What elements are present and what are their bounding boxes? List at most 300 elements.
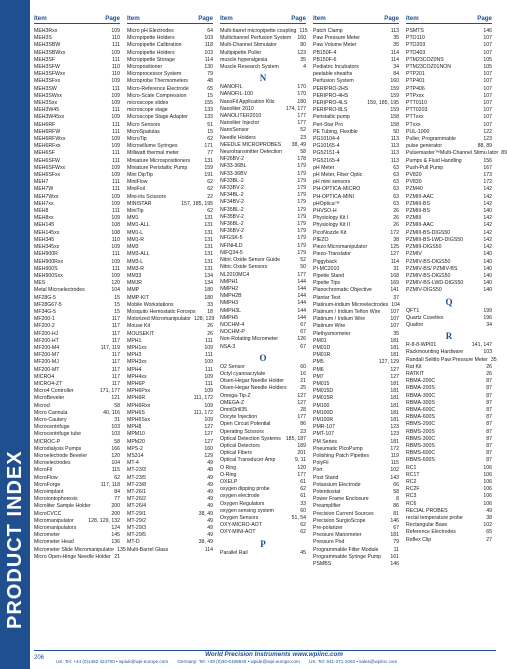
index-entry-name: Rackmounting Hardware bbox=[406, 349, 464, 356]
index-entry-page: 146 bbox=[483, 28, 492, 34]
index-entry bbox=[34, 403, 120, 410]
index-entry-name: Optical Fibers bbox=[220, 450, 252, 457]
index-entry-page: 58 bbox=[114, 438, 120, 445]
index-entry-name: NMPH3L bbox=[220, 307, 242, 314]
index-entry bbox=[406, 237, 492, 244]
index-entry bbox=[406, 364, 492, 371]
index-entry-page: 140 bbox=[483, 208, 492, 215]
index-entry bbox=[127, 172, 213, 179]
index-entry-name: MicroTip bbox=[127, 136, 147, 143]
index-entry bbox=[127, 287, 213, 294]
index-entry bbox=[313, 287, 399, 294]
index-entry bbox=[406, 501, 492, 508]
index-entry bbox=[406, 194, 492, 201]
index-entry bbox=[406, 86, 492, 93]
index-entry-name: NFINHLD bbox=[220, 242, 243, 249]
index-entry-page: 111 bbox=[112, 208, 120, 215]
index-entry bbox=[220, 192, 306, 199]
index-entry-page: 179 bbox=[297, 249, 306, 256]
index-entry bbox=[220, 515, 306, 522]
index-entry-page: 174, 177 bbox=[285, 105, 306, 112]
index-entry bbox=[220, 142, 306, 149]
index-entry-name: Microcentrifuge tube bbox=[34, 431, 81, 438]
index-entry-name: PHVSO-H bbox=[313, 208, 337, 215]
index-entry-page: 126 bbox=[297, 336, 306, 343]
index-entry-name: MM1-R bbox=[127, 236, 145, 243]
index-entry-page: 109 bbox=[111, 143, 120, 150]
index-entry bbox=[406, 100, 492, 107]
index-entry bbox=[313, 431, 399, 438]
index-entry bbox=[313, 107, 399, 114]
index-entry bbox=[34, 100, 120, 107]
index-entry-name: R-8-8-WPI01 bbox=[406, 342, 437, 349]
index-entry-page: 117 bbox=[111, 359, 120, 366]
column-header-page: Page bbox=[477, 15, 492, 22]
index-entry bbox=[220, 414, 306, 421]
index-entry bbox=[406, 529, 492, 536]
index-entry-name: Precision Current Sources bbox=[313, 510, 374, 517]
index-entry bbox=[406, 457, 492, 464]
index-entry-page: 125 bbox=[390, 244, 399, 251]
index-entry-name: NSA-3 bbox=[220, 343, 236, 350]
index-entry bbox=[313, 374, 399, 381]
index-entry-name: PM015 bbox=[313, 380, 330, 387]
index-entry bbox=[220, 450, 306, 457]
index-entry-page: 159 bbox=[390, 92, 399, 99]
index-entry-page: 102 bbox=[390, 467, 399, 474]
index-entry bbox=[34, 431, 120, 438]
index-entry-name: OXY-MICRO-AOT bbox=[220, 522, 262, 529]
index-entry-name: MF200-MJ bbox=[34, 359, 59, 366]
index-entry bbox=[127, 460, 213, 467]
index-entry-name: PMT-107 bbox=[313, 431, 335, 438]
index-entry-name: MPH8 bbox=[127, 424, 142, 431]
index-entry-name: Mobile Workstations bbox=[127, 301, 174, 308]
index-entry bbox=[34, 215, 120, 222]
index-entry-page: 113 bbox=[390, 150, 399, 157]
index-entry-page: 111, 172 bbox=[193, 409, 213, 416]
index-entry bbox=[406, 407, 492, 414]
index-entry-name: Oxygen Sensors bbox=[220, 515, 259, 521]
index-entry bbox=[127, 122, 213, 129]
index-entry-name: RC1 bbox=[406, 464, 417, 471]
index-entry bbox=[313, 302, 399, 309]
index-entry-name: Paw Volume Meter bbox=[313, 42, 357, 49]
index-entry-name: MEH6RFWxx bbox=[34, 136, 66, 143]
index-entry bbox=[34, 237, 120, 244]
index-entry-page: 173 bbox=[483, 172, 492, 179]
index-entry bbox=[313, 222, 399, 229]
index-entry bbox=[220, 329, 306, 336]
page-footer bbox=[34, 650, 496, 669]
index-entry-name: MPH3xx bbox=[127, 359, 147, 366]
index-entry bbox=[406, 436, 492, 443]
index-entry-name: RC6 bbox=[406, 500, 417, 507]
index-entry-page: 49 bbox=[207, 489, 213, 495]
index-entry-name: MEH6SFWxx bbox=[34, 164, 66, 171]
index-entry bbox=[406, 107, 492, 114]
index-entry-page: 122 bbox=[483, 128, 492, 135]
index-entry-name: PZMIII-BS-LWD-DIGS50 bbox=[406, 236, 463, 243]
index-entry-page: 171, 177 bbox=[99, 388, 120, 395]
index-entry bbox=[34, 136, 120, 143]
index-entry-page: 66 bbox=[393, 481, 399, 488]
index-entry bbox=[220, 199, 306, 206]
index-entry bbox=[127, 496, 213, 503]
index-entry-page: 179 bbox=[297, 228, 306, 235]
index-entry bbox=[127, 35, 213, 42]
index-entry-name: MT-4 bbox=[127, 460, 139, 467]
index-entry bbox=[34, 266, 120, 273]
index-entry bbox=[127, 194, 213, 201]
index-entry bbox=[220, 308, 306, 315]
index-entry-page: 110 bbox=[111, 64, 120, 71]
column-header bbox=[406, 15, 492, 24]
index-entry-page: 28 bbox=[300, 406, 306, 413]
index-entry-name: Planochromatic Objective bbox=[313, 287, 372, 294]
index-entry bbox=[220, 364, 306, 371]
index-entry-name: PTO203 bbox=[406, 42, 426, 49]
index-entry-page: 146 bbox=[390, 561, 399, 568]
index-entry-page: 87 bbox=[486, 435, 492, 442]
index-entry-name: Oxygen Regulators bbox=[220, 500, 265, 507]
index-entry-name: Reference Electrodes bbox=[406, 529, 456, 536]
index-entry-page: 179 bbox=[297, 177, 306, 184]
index-entry bbox=[34, 496, 120, 503]
index-entry-page: 84 bbox=[114, 489, 120, 495]
index-entry-page: 23 bbox=[300, 428, 306, 435]
index-entry-page: 131 bbox=[204, 222, 213, 229]
index-entry-name: PM7 bbox=[313, 373, 324, 380]
index-entry-name: Micro pH Electrodes bbox=[127, 28, 174, 34]
index-entry bbox=[313, 338, 399, 345]
index-entry-page: 107 bbox=[483, 92, 492, 99]
index-entry-page: 142 bbox=[483, 222, 492, 229]
index-entry-name: Piggyback bbox=[313, 258, 337, 265]
index-entry-page: 109 bbox=[111, 100, 120, 107]
index-entry-name: MEH7Wxx bbox=[34, 193, 59, 200]
index-entry-name: MOUSEKIT bbox=[127, 330, 155, 337]
index-entry bbox=[127, 136, 213, 143]
index-entry-name: Peri-Star Pro bbox=[313, 121, 343, 128]
index-entry-page: 109 bbox=[111, 215, 120, 222]
index-entry-page: 107 bbox=[390, 323, 399, 330]
index-entry-name: MPS-2 bbox=[127, 445, 143, 452]
index-entry-name: PERIPRO-4HS bbox=[313, 92, 349, 99]
index-entry-name: MEH3SF bbox=[34, 56, 56, 63]
index-entry-page: 115 bbox=[111, 467, 120, 474]
index-entry-name: MEH900S bbox=[34, 265, 58, 272]
index-entry-name: Open Circuit Potential bbox=[220, 421, 271, 428]
index-entry-name: PZMIII-BS bbox=[406, 200, 430, 207]
index-entry-page: 130 bbox=[204, 64, 213, 71]
index-entry bbox=[34, 129, 120, 136]
index-entry bbox=[313, 172, 399, 179]
index-entry-name: RC2F bbox=[406, 486, 420, 493]
index-entry-page: 117 bbox=[111, 337, 120, 344]
index-entry bbox=[313, 561, 399, 568]
index-entry-page: 34 bbox=[393, 64, 399, 71]
index-entry-name: Miniature Peristaltic Pump bbox=[127, 164, 188, 171]
index-entry bbox=[127, 179, 213, 186]
index-entry-page: 155 bbox=[204, 100, 213, 107]
index-entry-page: 115 bbox=[299, 28, 308, 34]
index-entry bbox=[406, 385, 492, 392]
index-entry-name: PG52151-4 bbox=[313, 150, 340, 157]
index-entry-name: Peristaltic pump bbox=[313, 114, 350, 121]
index-entry-page: 181 bbox=[390, 388, 399, 395]
index-entry-name: PZMIV-BS-DIGS50 bbox=[406, 258, 451, 265]
index-entry-page: 26 bbox=[486, 370, 492, 377]
index-entry bbox=[220, 508, 306, 515]
index-entry-name: RBMS-300C bbox=[406, 435, 436, 442]
index-entry-page: 110 bbox=[111, 236, 120, 243]
index-entry-page: 58 bbox=[300, 149, 306, 156]
index-entry bbox=[313, 78, 399, 85]
index-entry-name: MPH4 bbox=[127, 366, 142, 373]
index-entry-name: Micromanipulator bbox=[34, 517, 74, 524]
index-entry bbox=[127, 42, 213, 49]
index-entry-page: 107 bbox=[483, 78, 492, 85]
index-entry-page: 62 bbox=[300, 486, 306, 493]
index-entry-page: 60 bbox=[300, 507, 306, 514]
index-entry bbox=[34, 374, 120, 381]
index-entry-name: Microiontophoresis bbox=[34, 496, 78, 503]
index-entry-page: 49 bbox=[207, 496, 213, 503]
index-entry bbox=[127, 345, 213, 352]
index-entry-name: RC2 bbox=[406, 478, 417, 485]
index-entry-page: 61 bbox=[300, 478, 306, 485]
index-entry bbox=[220, 163, 306, 170]
index-entry-page: 107 bbox=[390, 308, 399, 315]
index-entry bbox=[406, 208, 492, 215]
index-entry-page: 199 bbox=[483, 307, 492, 314]
index-entry bbox=[313, 496, 399, 503]
index-entry-name: MF28G-5 bbox=[34, 294, 56, 301]
index-entry-name: PM01R bbox=[313, 352, 331, 359]
index-column-4 bbox=[313, 15, 399, 645]
index-entry-page: 123 bbox=[483, 136, 492, 143]
index-entry-name: PZM40 bbox=[406, 186, 423, 193]
index-entry-name: Micro4 Controller bbox=[34, 388, 74, 395]
index-entry bbox=[34, 107, 120, 114]
index-entry bbox=[220, 501, 306, 508]
index-entry-name: Multi-Channel Stimulator bbox=[220, 42, 277, 49]
index-entry bbox=[127, 143, 213, 150]
index-entry bbox=[220, 371, 306, 378]
index-entry-page: 109 bbox=[204, 388, 213, 395]
index-entry bbox=[406, 222, 492, 229]
index-entry-name: Operating Scissors bbox=[220, 428, 264, 435]
index-entry bbox=[127, 259, 213, 266]
index-entry-page: 114 bbox=[204, 56, 213, 63]
index-entry-page: 49 bbox=[207, 474, 213, 481]
contact-germany: Germany: Tel: +49 (0)30-6188845 • wpide@wpi-europe.com bbox=[177, 659, 300, 664]
index-entry bbox=[313, 86, 399, 93]
index-entry-name: RBMA-600C bbox=[406, 406, 436, 413]
index-entry-name: Parallel Rail bbox=[220, 549, 248, 556]
index-entry bbox=[406, 537, 492, 544]
index-entry bbox=[313, 122, 399, 129]
index-entry-page: 67 bbox=[300, 329, 306, 336]
index-entry-page: 109 bbox=[111, 92, 120, 99]
index-entry bbox=[220, 486, 306, 493]
index-entry-name: MF28G67-5 bbox=[34, 301, 62, 308]
index-entry bbox=[406, 259, 492, 266]
index-entry-page: 79 bbox=[393, 539, 399, 546]
index-entry-name: PSMBS bbox=[313, 561, 332, 568]
index-entry-name: Reflex Clip bbox=[406, 536, 432, 543]
index-entry bbox=[406, 508, 492, 515]
index-entry bbox=[34, 359, 120, 366]
index-entry-page: 49 bbox=[207, 532, 213, 539]
index-entry-name: MINISTAR bbox=[127, 200, 152, 207]
index-entry-page: 171 bbox=[204, 143, 213, 150]
index-entry-page: 51 bbox=[207, 121, 213, 128]
index-entry-name: NOCHM-P bbox=[220, 329, 245, 336]
index-entry-page: 63 bbox=[393, 164, 399, 171]
index-entry-name: Push-Pull Pump bbox=[406, 164, 444, 171]
index-entry-name: PH-OPTICA-MICRO bbox=[313, 186, 361, 193]
index-entry bbox=[406, 429, 492, 436]
index-entry-page: 114 bbox=[390, 56, 399, 63]
index-entry-page: 111 bbox=[112, 251, 120, 258]
index-entry-page: 62 bbox=[207, 179, 213, 186]
index-entry-name: PE Tubing, Flexible bbox=[313, 128, 358, 135]
index-entry-name: NIFQ34-5 bbox=[220, 249, 243, 256]
index-entry-name: PIEZO bbox=[313, 236, 329, 243]
index-entry bbox=[34, 57, 120, 64]
index-entry-name: MEH3W45xx bbox=[34, 114, 65, 121]
index-entry bbox=[406, 287, 492, 294]
index-entry-page: 117, 119 bbox=[100, 344, 120, 351]
index-entry bbox=[127, 352, 213, 359]
index-entry-page: 107 bbox=[483, 114, 492, 121]
index-entry bbox=[313, 511, 399, 518]
index-entry bbox=[34, 439, 120, 446]
index-entry-page: 86 bbox=[393, 503, 399, 510]
index-entry-page: 131 bbox=[204, 236, 213, 243]
index-entry-page: 62 bbox=[300, 529, 306, 536]
index-entry-page: 103 bbox=[111, 431, 120, 438]
index-entry-name: OMEGA-Z bbox=[220, 399, 245, 406]
index-entry bbox=[34, 338, 120, 345]
index-entry-name: pHOptica™ bbox=[313, 200, 340, 207]
index-entry-name: MEH8xx bbox=[34, 215, 54, 222]
index-entry-page: 87 bbox=[486, 442, 492, 449]
index-entry-page: 131 bbox=[204, 244, 213, 251]
index-entry-page: 142 bbox=[483, 215, 492, 222]
index-entry bbox=[313, 35, 399, 42]
index-entry bbox=[34, 201, 120, 208]
index-entry bbox=[406, 71, 492, 78]
index-entry-page: 52 bbox=[300, 257, 306, 264]
column-header-page: Page bbox=[291, 15, 306, 22]
index-entry-name: pH mini sensors bbox=[313, 179, 351, 186]
index-entry-name: Plethysmometer bbox=[313, 330, 351, 337]
index-entry-name: MPH3 bbox=[127, 352, 142, 359]
index-entry-name: Platinum-iridium Microelectrodes bbox=[313, 301, 389, 308]
index-entry-name: Micro Open-Hinge Needle Holder bbox=[34, 553, 111, 560]
index-entry-page: 104 bbox=[391, 301, 400, 308]
index-entry-name: MEH900R bbox=[34, 251, 58, 258]
index-entry-name: PZMIII bbox=[406, 215, 422, 222]
index-entry bbox=[313, 136, 399, 143]
index-entry bbox=[34, 475, 120, 482]
index-entry-page: 127 bbox=[390, 366, 399, 373]
index-entry bbox=[406, 280, 492, 287]
index-entry bbox=[34, 546, 126, 554]
index-entry-page: 106 bbox=[483, 478, 492, 485]
index-entry bbox=[406, 186, 492, 193]
index-entry bbox=[220, 529, 306, 536]
index-entry-name: MEH3W45 bbox=[34, 107, 60, 114]
index-entry bbox=[34, 511, 120, 518]
index-entry-page: 179 bbox=[297, 170, 306, 177]
index-entry bbox=[313, 215, 399, 222]
index-entry bbox=[34, 460, 120, 467]
index-entry-name: Post Stand bbox=[313, 474, 339, 481]
index-entry-page: 111 bbox=[205, 337, 213, 344]
index-entry-name: MF200-1 bbox=[34, 316, 55, 323]
index-entry-page: 87 bbox=[486, 399, 492, 406]
index-entry-page: 109 bbox=[111, 244, 120, 251]
index-entry-page: 35 bbox=[300, 56, 306, 63]
index-entry-name: Microliter Sample Holder bbox=[34, 503, 91, 510]
index-entry-name: MEH6RFxx bbox=[34, 143, 61, 150]
index-entry-page: 87 bbox=[486, 385, 492, 392]
index-entry-page: 87 bbox=[486, 428, 492, 435]
index-entry-name: MEH6RF bbox=[34, 121, 56, 128]
index-entry-name: Motorized Micromanipulator bbox=[127, 316, 192, 323]
index-entry-page: 177 bbox=[297, 113, 306, 120]
index-entry-name: Microscope Stage Adapter bbox=[127, 114, 188, 121]
index-entry-name: MEH3SW bbox=[34, 85, 57, 92]
index-entry bbox=[313, 71, 399, 78]
index-entry-name: PTPxxx bbox=[406, 92, 424, 99]
index-entry-page: 180 bbox=[204, 294, 213, 301]
index-entry-page: 123 bbox=[390, 424, 399, 431]
index-entry bbox=[34, 395, 120, 402]
index-entry bbox=[220, 250, 306, 257]
index-entry-page: 35 bbox=[393, 330, 399, 337]
index-entry-page: 109 bbox=[204, 416, 213, 423]
index-entry-page: 131 bbox=[204, 251, 213, 258]
index-entry bbox=[127, 410, 213, 417]
index-entry bbox=[406, 472, 492, 479]
index-entry-name: MPM20 bbox=[127, 438, 145, 445]
index-entry-page: 158 bbox=[390, 121, 399, 128]
index-entry bbox=[406, 179, 492, 186]
index-entry bbox=[406, 78, 492, 85]
index-entry-page: 109 bbox=[111, 28, 120, 34]
index-entry-page: 111 bbox=[112, 121, 120, 128]
index-entry-name: PM6 bbox=[313, 366, 324, 373]
index-entry bbox=[406, 230, 492, 237]
index-entry bbox=[406, 378, 492, 385]
index-entry-name: Micropipette Storage bbox=[127, 56, 175, 63]
index-column-2 bbox=[127, 15, 213, 645]
index-entry-page: 15 bbox=[114, 308, 120, 315]
index-entry-page: 111, 172 bbox=[193, 395, 213, 402]
index-entry bbox=[127, 511, 213, 518]
index-entry-name: MEH3Rxx bbox=[34, 28, 58, 34]
index-entry-page: 35 bbox=[490, 356, 497, 363]
index-entry-page: 127 bbox=[297, 392, 306, 399]
index-entry-page: 105 bbox=[483, 64, 492, 71]
index-entry bbox=[313, 453, 399, 460]
index-entry bbox=[127, 222, 213, 229]
